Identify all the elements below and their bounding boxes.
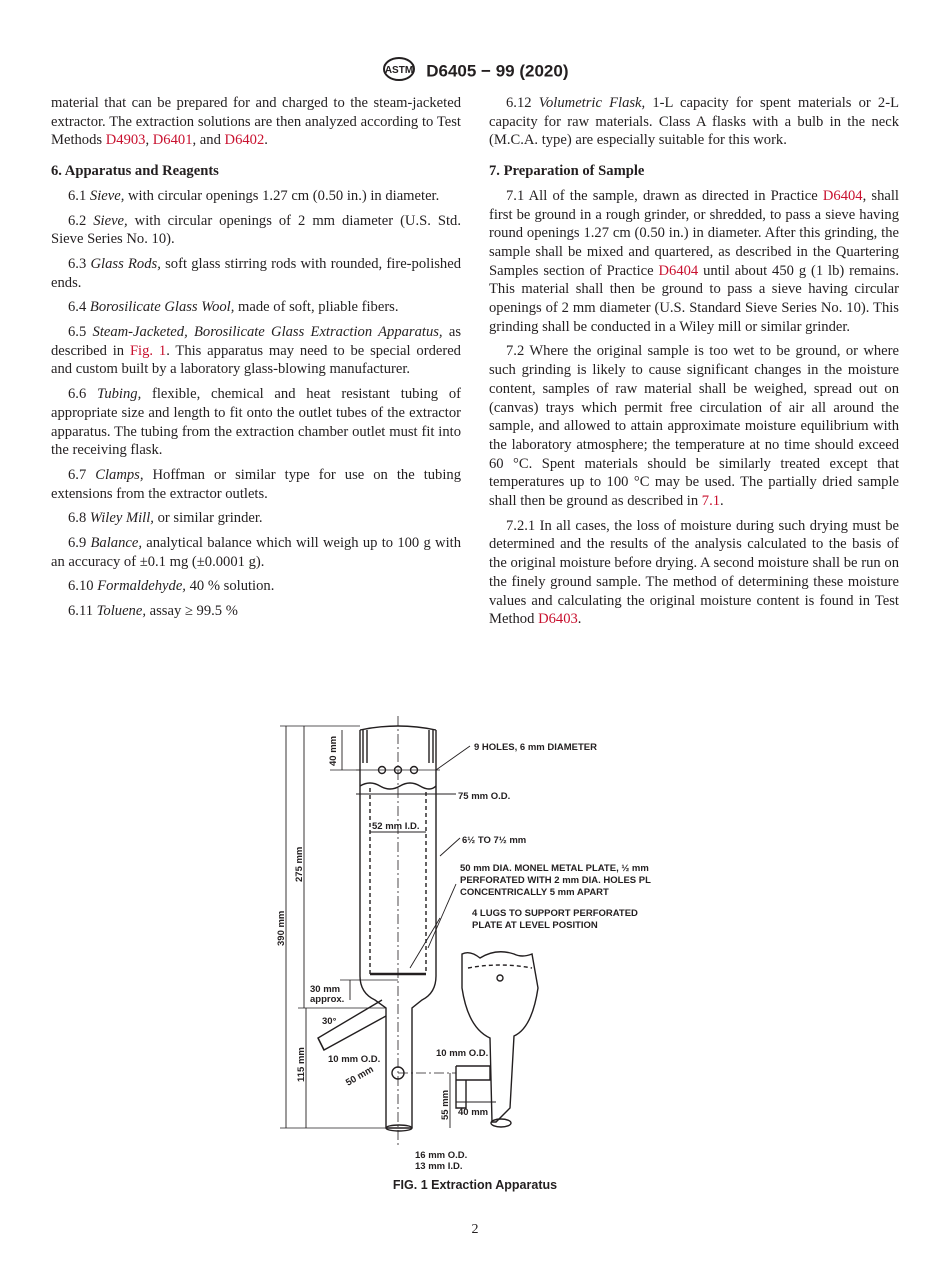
label-75mm-od: 75 mm O.D. [458, 791, 511, 802]
label-10mm-od-flask: 10 mm O.D. [436, 1048, 489, 1059]
ref-7-1-link[interactable]: 7.1 [701, 493, 721, 510]
item-6-10: 6.10 Formaldehyde, 40 % solution. [68, 578, 275, 595]
label-390mm: 390 mm [276, 910, 287, 946]
label-plate-3: CONCENTRICALLY 5 mm APART [460, 887, 609, 898]
item-6-12: 6.12 Volumetric Flask, 1-L capacity for spent materials or 2-L capacity for raw materials. Class A flasks with a bulb in the neck (M.C.A. type) are especially suitable for this work. [489, 95, 900, 149]
label-10mm-od-arm: 10 mm O.D. [328, 1054, 381, 1065]
page-header [0, 56, 950, 87]
label-40mm-bottom: 40 mm [458, 1107, 489, 1118]
label-40mm-top: 40 mm [328, 735, 339, 766]
astm-logo-icon [382, 56, 416, 87]
item-6-11: 6.11 Toluene, assay ≥ 99.5 % [68, 603, 238, 620]
label-lugs-1: 4 LUGS TO SUPPORT PERFORATED [472, 908, 638, 919]
paragraph-7-2: 7.2 Where the original sample is too wet to be ground, or where such grinding is likely to cause significant changes in the moisture content, samples of raw material shall be weighed, spread out on (canvas) trays which permit free circulation of air all around the sample, and allowed to attain approximate moisture equilibrium with the laboratory atmosphere; the temperature at no time should exceed 60 °C. Spent materials should be similarly treated except that temperatures up to 100 °C may be used. The partially dried sample shall then be ground as described in 7.1. [489, 343, 899, 510]
ref-d6402-link[interactable]: D6402 [224, 132, 265, 149]
label-approx: approx. [310, 994, 345, 1005]
label-30deg: 30° [322, 1016, 337, 1027]
ref-d6404-link[interactable]: D6404 [822, 187, 863, 204]
item-6-4: 6.4 Borosilicate Glass Wool, made of soft, pliable fibers. [68, 299, 399, 316]
figure-caption: FIG. 1 Extraction Apparatus [392, 1178, 558, 1192]
item-6-5: 6.5 Steam-Jacketed, Borosilicate Glass Extraction Apparatus, as described in Fig. 1. This apparatus may need to be special ordered and custom built by a laboratory glass-blowing manufacturer. [51, 324, 462, 378]
item-6-8: 6.8 Wiley Mill, or similar grinder. [68, 510, 263, 527]
paragraph-7-2-1: 7.2.1 In all cases, the loss of moisture during such drying must be determined and the results of the analysis calculated to the basis of the original moisture before drying. A second moisture shall be run on the finely ground sample. The method of determining these moisture values and calculating the original moisture content is found in Test Method D6403. [489, 517, 899, 628]
ref-d4903-link[interactable]: D4903 [105, 132, 146, 149]
item-6-1: 6.1 Sieve, with circular openings 1.27 cm (0.50 in.) in diameter. [68, 187, 440, 204]
extraction-apparatus-diagram [270, 708, 690, 1178]
label-holes: 9 HOLES, 6 mm DIAMETER [474, 742, 597, 753]
fig-1-link[interactable]: Fig. 1 [129, 342, 167, 359]
label-plate-2: PERFORATED WITH 2 mm DIA. HOLES PL [460, 875, 651, 886]
page-number: 2 [471, 1222, 479, 1237]
label-gap: 6½ TO 7½ mm [462, 835, 527, 846]
item-6-3: 6.3 Glass Rods, soft glass stirring rods with rounded, fire-polished ends. [51, 255, 461, 291]
right-column [489, 94, 899, 635]
item-6-7: 6.7 Clamps, Hoffman or similar type for use on the tubing extensions from the extractor outlets. [51, 466, 461, 502]
label-plate-1: 50 mm DIA. MONEL METAL PLATE, ½ mm [460, 863, 649, 874]
label-115mm: 115 mm [296, 1047, 307, 1082]
label-50mm: 50 mm [344, 1064, 376, 1089]
extraction-apparatus-figure [270, 708, 690, 1188]
document-designation: D6405 − 99 (2020) [426, 61, 569, 81]
label-13mm-id: 13 mm I.D. [415, 1161, 463, 1172]
section-6-heading: 6. Apparatus and Reagents [51, 163, 219, 180]
label-lugs-2: PLATE AT LEVEL POSITION [472, 920, 598, 931]
ref-d6401-link[interactable]: D6401 [152, 132, 193, 149]
left-column [51, 94, 461, 627]
label-55mm: 55 mm [440, 1089, 451, 1120]
ref-d6403-link[interactable]: D6403 [538, 611, 578, 628]
label-30mm: 30 mm [310, 984, 341, 995]
intro-paragraph: material that can be prepared for and charged to the steam-jacketed extractor. The extraction solutions are then analyzed according to Test Methods D4903, D6401, and D6402. [51, 95, 461, 149]
item-6-6: 6.6 Tubing, flexible, chemical and heat resistant tubing of appropriate size and length to fit onto the outlet tubes of the extractor apparatus. The tubing from the extraction chamber outlet must fit into the receiving flask. [51, 386, 461, 459]
label-275mm: 275 mm [294, 846, 305, 882]
item-6-2: 6.2 Sieve, with circular openings of 2 mm diameter (U.S. Std. Sieve Series No. 10). [51, 212, 461, 248]
section-7-heading: 7. Preparation of Sample [489, 163, 645, 180]
ref-d6404-link[interactable]: D6404 [658, 262, 699, 279]
item-6-9: 6.9 Balance, analytical balance which will weigh up to 100 g with an accuracy of ±0.1 mg (±0.0001 g). [51, 535, 461, 570]
label-52mm-id: 52 mm I.D. [372, 821, 420, 832]
svg-text:ASTM: ASTM [384, 65, 413, 76]
paragraph-7-1: 7.1 All of the sample, drawn as directed in Practice D6404, shall first be ground in a rough grinder, or shredded, to pass a sieve having round openings 1.27 cm (0.50 in.) in diameter. After this grinding, the sample shall be mixed and quartered, as described in the Quartering Samples section of Practice D6404 until about 450 g (1 lb) remains. This material shall then be ground to pass a sieve having circular openings of 2 mm diameter (U.S. Standard Sieve Series No. 10). This grinding shall be conducted in a Wiley mill or similar grinder. [489, 187, 899, 335]
label-16mm-od: 16 mm O.D. [415, 1150, 468, 1161]
